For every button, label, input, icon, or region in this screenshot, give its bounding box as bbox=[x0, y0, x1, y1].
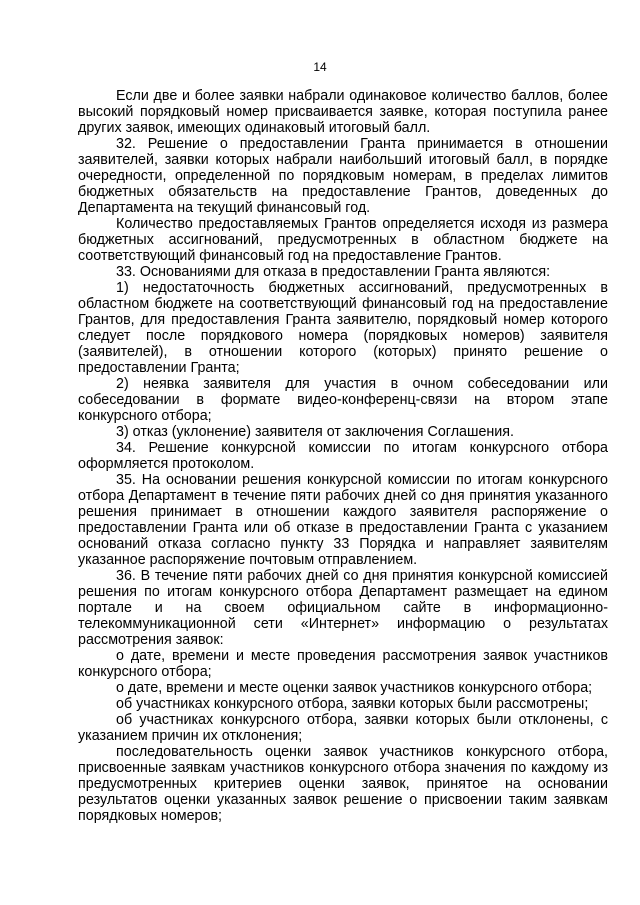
paragraph-34: 34. Решение конкурсной комиссии по итогам конкурсного отбора оформляется протоколом. bbox=[78, 440, 608, 472]
document-body bbox=[78, 88, 608, 824]
paragraph-grant-count: Количество предоставляемых Грантов определяется исходя из размера бюджетных ассигнований, предусмотренных в областном бюджете на соответствующий финансовый год на предоставление Грантов. bbox=[78, 216, 608, 264]
paragraph-35: 35. На основании решения конкурсной комиссии по итогам конкурсного отбора Департамент в течение пяти рабочих дней со дня принятия указанного решения принимает в отношении каждого заявителя распоряжение о предоставлении Гранта или об отказе в предоставлении Гранта с указанием оснований отказа согласно пункту 33 Порядка и направляет заявителям указанное распоряжение почтовым отправлением. bbox=[78, 472, 608, 568]
paragraph-36-item-3: об участниках конкурсного отбора, заявки которых были рассмотрены; bbox=[116, 696, 589, 712]
paragraph-32: 32. Решение о предоставлении Гранта принимается в отношении заявителей, заявки которых набрали наибольший итоговый балл, в порядке очередности, определенной по порядковым номерам, в пределах лимитов бюджетных обязательств на предоставление Грантов, доведенных до Департамента на текущий финансовый год. bbox=[78, 136, 608, 216]
paragraph-33-item-1: 1) недостаточность бюджетных ассигнований, предусмотренных в областном бюджете на соответствующий финансовый год на предоставление Грантов, для предоставления Гранта заявителю, порядковый номер которого следует после порядкового номера (порядковых номеров) заявителя (заявителей), в отношении которого (которых) принято решение о предоставлении Гранта; bbox=[78, 280, 608, 376]
paragraph-36-item-5: последовательность оценки заявок участников конкурсного отбора, присвоенные заявкам участников конкурсного отбора значения по каждому из предусмотренных критериев оценки заявок, принятое на основании результатов оценки указанных заявок решение о присвоении таким заявкам порядковых номеров; bbox=[78, 744, 608, 824]
paragraph-33-item-3: 3) отказ (уклонение) заявителя от заключения Соглашения. bbox=[116, 424, 515, 440]
paragraph-tie-rule: Если две и более заявки набрали одинаковое количество баллов, более высокий порядковый номер присваивается заявке, которая поступила ранее других заявок, имеющих одинаковый итоговый балл. bbox=[78, 88, 608, 136]
paragraph-36: 36. В течение пяти рабочих дней со дня принятия конкурсной комиссией решения по итогам конкурсного отбора Департамент размещает на едином портале и на своем официальном сайте в информационно-телекоммуникационной сети «Интернет» информацию о результатах рассмотрения заявок: bbox=[78, 568, 608, 648]
paragraph-36-item-4: об участниках конкурсного отбора, заявки которых были отклонены, с указанием причин их отклонения; bbox=[78, 712, 608, 744]
paragraph-36-item-2: о дате, времени и месте оценки заявок участников конкурсного отбора; bbox=[116, 680, 593, 696]
paragraph-33-item-2: 2) неявка заявителя для участия в очном собеседовании или собеседовании в формате видео-конференц-связи на втором этапе конкурсного отбора; bbox=[78, 376, 608, 424]
paragraph-36-item-1: о дате, времени и месте проведения рассмотрения заявок участников конкурсного отбора; bbox=[78, 648, 608, 680]
paragraph-33: 33. Основаниями для отказа в предоставлении Гранта являются: bbox=[116, 264, 551, 280]
page-number: 14 bbox=[313, 60, 327, 74]
